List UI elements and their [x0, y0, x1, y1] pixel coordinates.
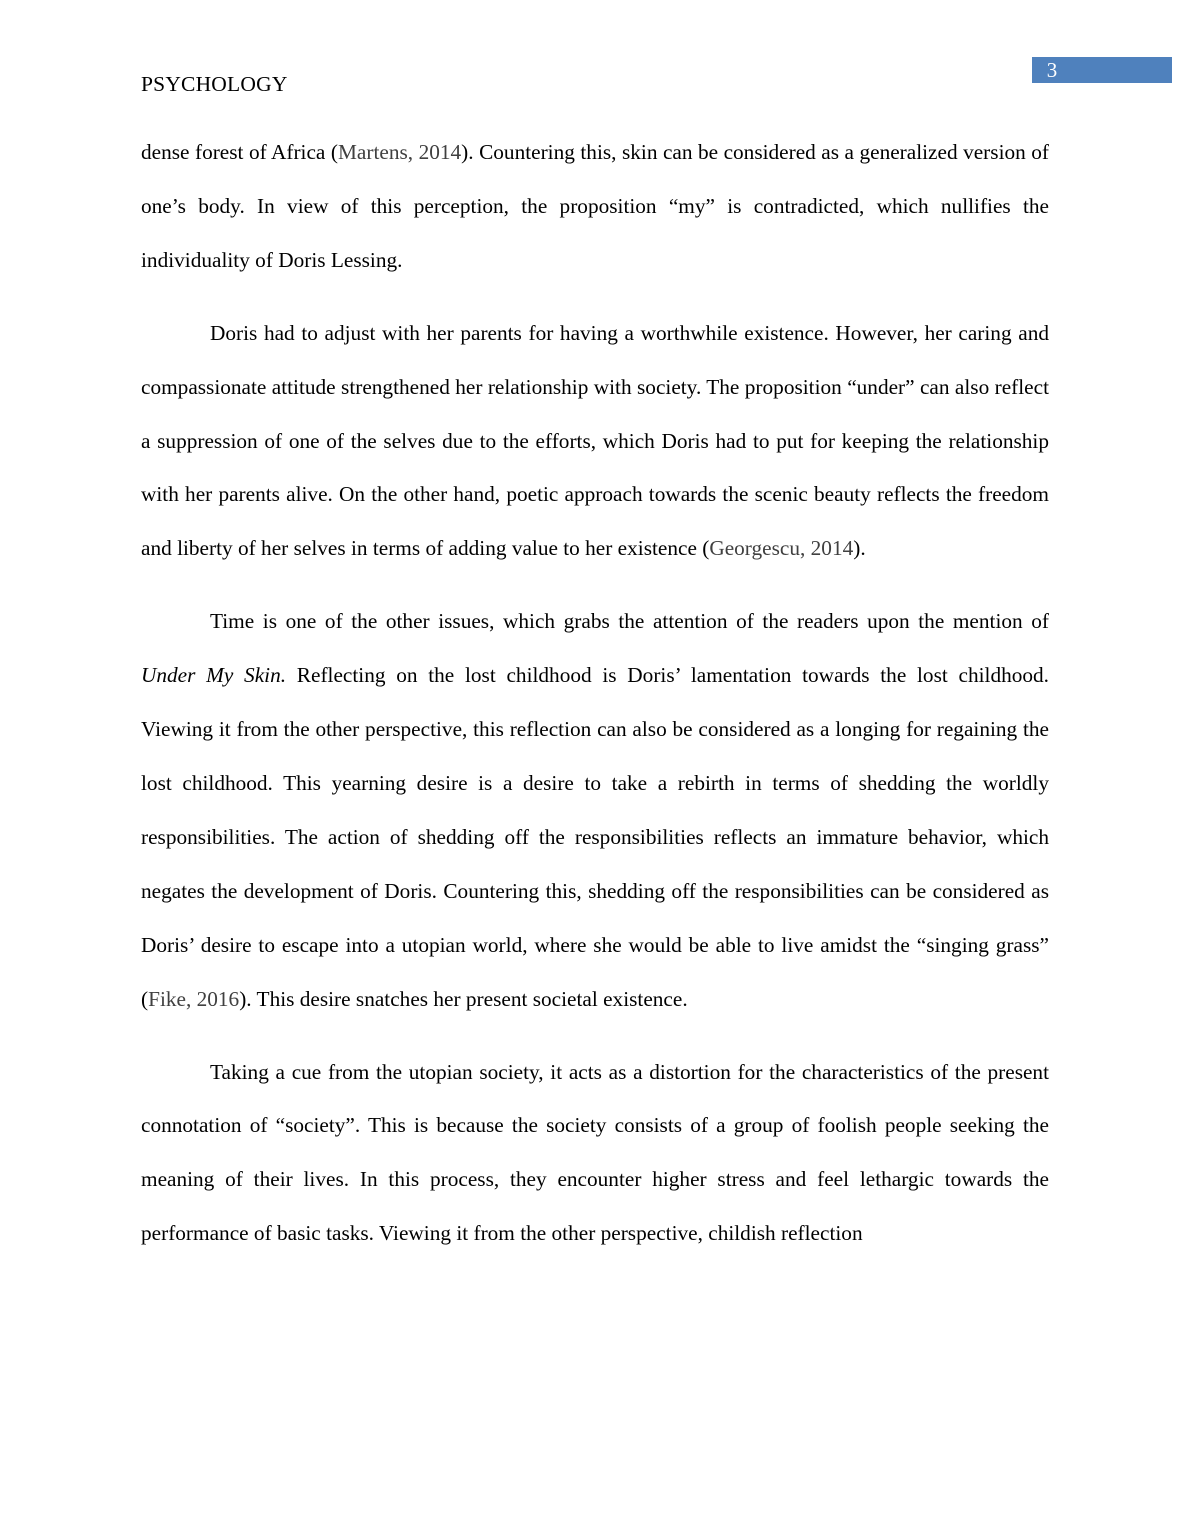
- paragraph-1: [141, 126, 1049, 288]
- document-body: [141, 126, 1049, 1280]
- citation-fike: Fike, 2016: [148, 986, 240, 1011]
- paragraph-text: ). Countering this, skin can be considered as a generalized version of one’s body. In view of this perception, the proposition “my” is contradicted, which nullifies the individuality of Doris Lessing.: [141, 140, 1050, 272]
- paragraph-text: Taking a cue from the utopian society, it acts as a distortion for the characteristics of the present connotation of “society”. This is because the society consists of a group of foolish people seeking the meaning of their lives. In this process, they encounter higher stress and feel lethargic towards the performance of basic tasks. Viewing it from the other perspective, childish reflection: [141, 1059, 1049, 1246]
- citation-georgescu: Georgescu, 2014: [709, 536, 854, 561]
- paragraph-text: dense forest of Africa (: [141, 140, 338, 164]
- paragraph-4: [141, 1046, 1049, 1262]
- citation-martens: Martens, 2014: [337, 140, 462, 164]
- paragraph-text: ).: [853, 536, 866, 561]
- book-title: Under My Skin.: [141, 663, 287, 688]
- paragraph-text: Doris had to adjust with her parents for having a worthwhile existence. However, her caring and compassionate attitude strengthened her relationship with society. The proposition “under” can also reflect a suppression of one of the selves due to the efforts, which Doris had to put for keeping the relationship with her parents alive. On the other hand, poetic approach towards the scenic beauty reflects the freedom and liberty of her selves in terms of adding value to her existence (: [141, 320, 1049, 561]
- paragraph-text: ). This desire snatches her present societal existence.: [239, 986, 688, 1011]
- paragraph-text: Time is one of the other issues, which grabs the attention of the readers upon the mention of: [210, 609, 1049, 634]
- paragraph-text: Reflecting on the lost childhood is Doris’ lamentation towards the lost childhood. Viewing it from the other perspective, this reflection can also be considered as a longing for regaining the lost childhood. This yearning desire is a desire to take a rebirth in terms of shedding the worldly responsibilities. The action of shedding off the responsibilities reflects an immature behavior, which negates the development of Doris. Countering this, shedding off the responsibilities can be considered as Doris’ desire to escape into a utopian world, where she would be able to live amidst the “singing grass” (: [141, 663, 1050, 1011]
- running-head: PSYCHOLOGY: [141, 72, 288, 96]
- page-number-box: [1032, 57, 1172, 83]
- paragraph-3: [141, 595, 1049, 1026]
- paragraph-2: [141, 307, 1049, 577]
- page-number: 3: [1046, 58, 1058, 82]
